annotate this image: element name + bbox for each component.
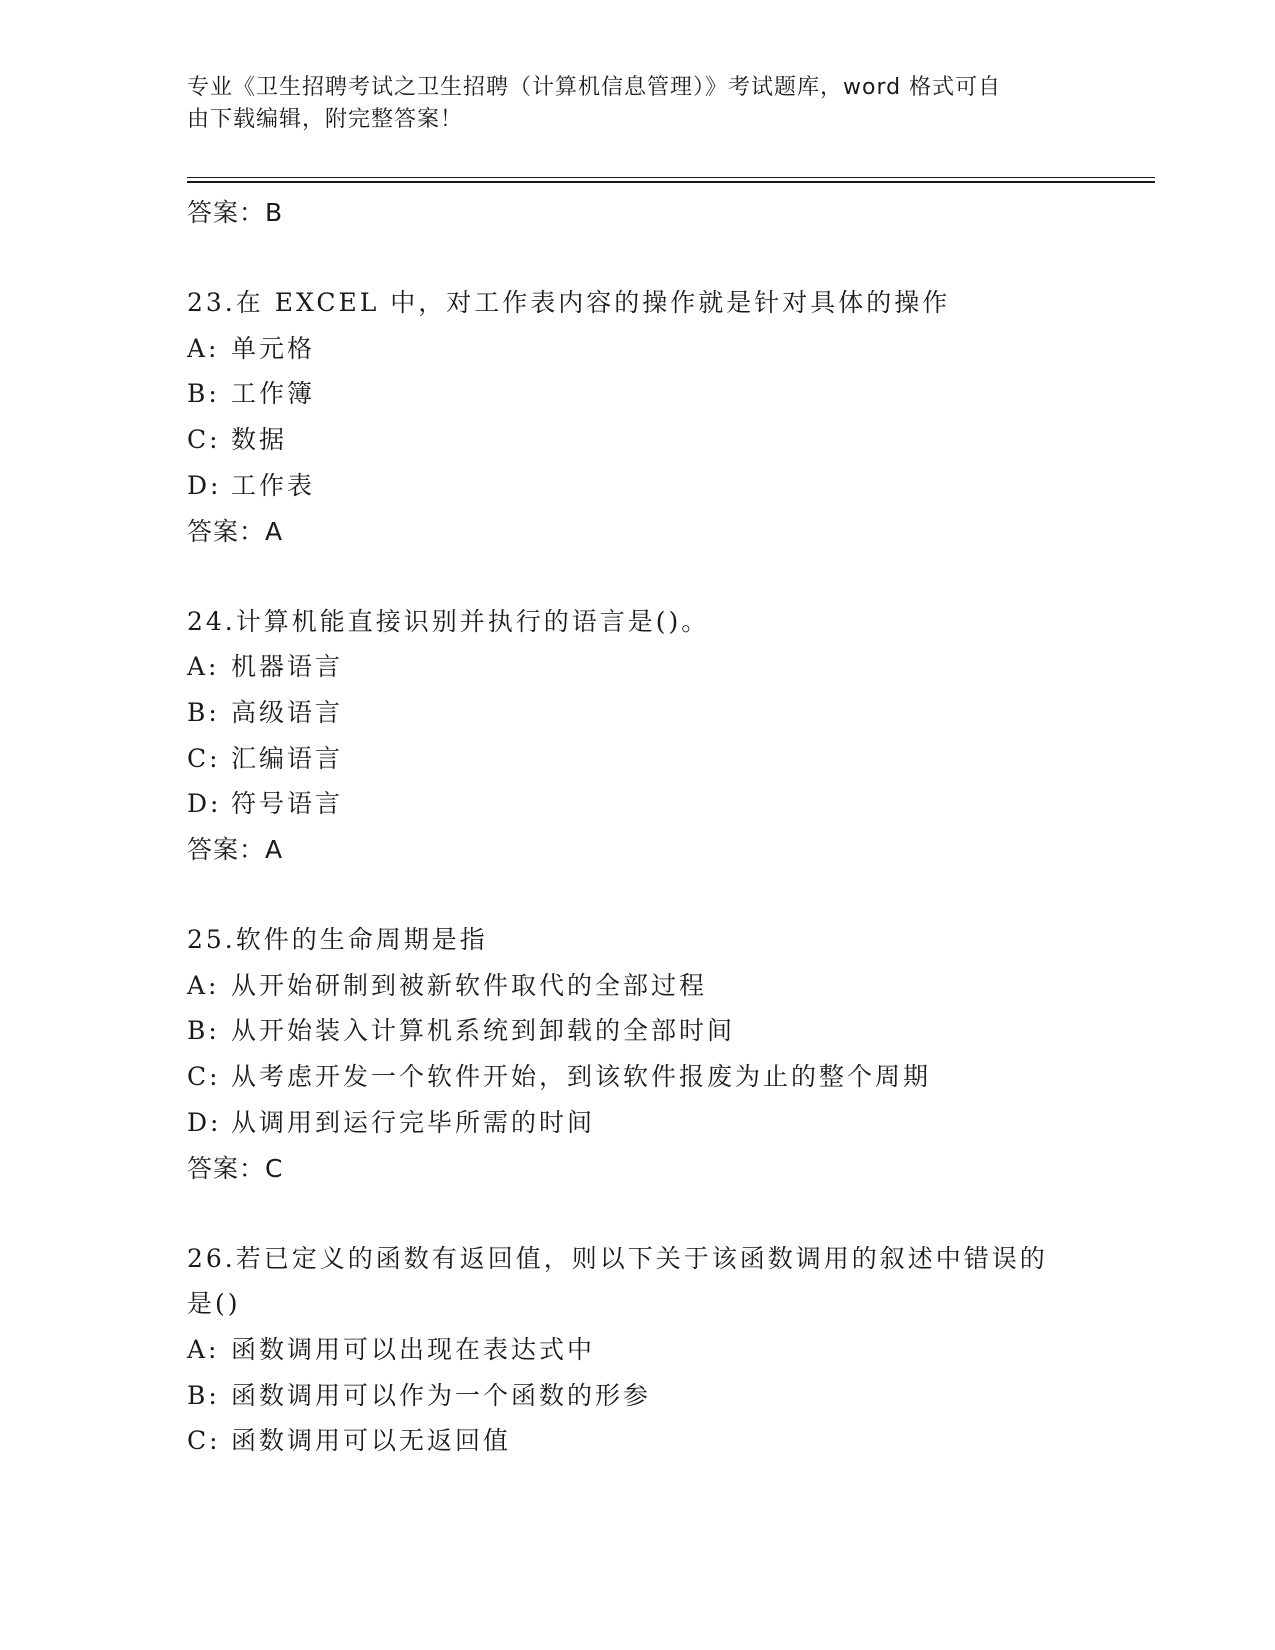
option-letter: B:	[187, 1380, 220, 1410]
answer: 答案：A	[187, 516, 284, 546]
question-25	[187, 917, 1087, 1192]
option-text: 数据	[231, 425, 288, 455]
option-d	[187, 1100, 1087, 1146]
option-b	[187, 690, 1087, 736]
option-text: 工作簿	[231, 379, 316, 409]
option-letter: B:	[187, 697, 220, 727]
document-header	[187, 72, 1087, 136]
option-a	[187, 963, 1087, 1009]
option-text: 高级语言	[231, 697, 344, 727]
question-stem: 25.软件的生命周期是指	[187, 925, 488, 955]
option-text: 函数调用可以出现在表达式中	[231, 1334, 596, 1364]
question-24	[187, 599, 1087, 874]
option-letter: B:	[187, 1016, 220, 1046]
option-text: 从考虑开发一个软件开始，到该软件报废为止的整个周期	[231, 1062, 932, 1092]
question-stem-line-1: 26.若已定义的函数有返回值，则以下关于该函数调用的叙述中错误的	[187, 1243, 1048, 1273]
answer: 答案：A	[187, 835, 284, 865]
option-text: 从开始装入计算机系统到卸载的全部时间	[231, 1016, 736, 1046]
option-letter: A:	[187, 970, 220, 1000]
option-letter: C:	[187, 743, 221, 773]
question-26	[187, 1236, 1087, 1465]
option-text: 汇编语言	[231, 743, 344, 773]
option-a	[187, 326, 1087, 372]
question-stem-line-2: 是()	[187, 1289, 241, 1319]
option-c	[187, 1054, 1087, 1100]
option-text: 单元格	[231, 333, 316, 363]
option-letter: C:	[187, 425, 221, 455]
option-letter: D:	[187, 789, 222, 819]
question-23	[187, 280, 1087, 555]
option-letter: C:	[187, 1426, 221, 1456]
option-letter: B:	[187, 379, 220, 409]
header-line-1: 专业《卫生招聘考试之卫生招聘（计算机信息管理）》考试题库，word 格式可自	[187, 75, 1002, 100]
option-c	[187, 1418, 1087, 1464]
option-d	[187, 781, 1087, 827]
answer-prev-question: 答案：B	[187, 198, 284, 227]
option-text: 工作表	[231, 470, 316, 500]
question-list	[187, 190, 1087, 1464]
option-text: 从调用到运行完毕所需的时间	[231, 1107, 596, 1137]
option-text: 符号语言	[231, 789, 344, 819]
option-letter: D:	[187, 1107, 222, 1137]
question-stem: 24.计算机能直接识别并执行的语言是()。	[187, 606, 710, 636]
question-stem: 23.在 EXCEL 中，对工作表内容的操作就是针对具体的操作	[187, 288, 951, 317]
option-d	[187, 463, 1087, 509]
option-text: 从开始研制到被新软件取代的全部过程	[231, 970, 708, 1000]
header-line-2: 由下载编辑，附完整答案！	[187, 107, 464, 132]
answer: 答案：C	[187, 1153, 284, 1183]
option-c	[187, 417, 1087, 463]
option-letter: A:	[187, 652, 220, 682]
option-b	[187, 1008, 1087, 1054]
header-divider-thin	[187, 177, 1155, 178]
option-text: 机器语言	[231, 652, 344, 682]
option-letter: A:	[187, 333, 220, 363]
option-letter: C:	[187, 1062, 221, 1092]
option-letter: D:	[187, 470, 222, 500]
header-divider-thick	[187, 181, 1155, 183]
option-a	[187, 1327, 1087, 1373]
option-text: 函数调用可以无返回值	[231, 1426, 512, 1456]
option-c	[187, 736, 1087, 782]
option-b	[187, 371, 1087, 417]
option-text: 函数调用可以作为一个函数的形参	[231, 1380, 652, 1410]
option-a	[187, 644, 1087, 690]
option-letter: A:	[187, 1334, 220, 1364]
option-b	[187, 1373, 1087, 1419]
